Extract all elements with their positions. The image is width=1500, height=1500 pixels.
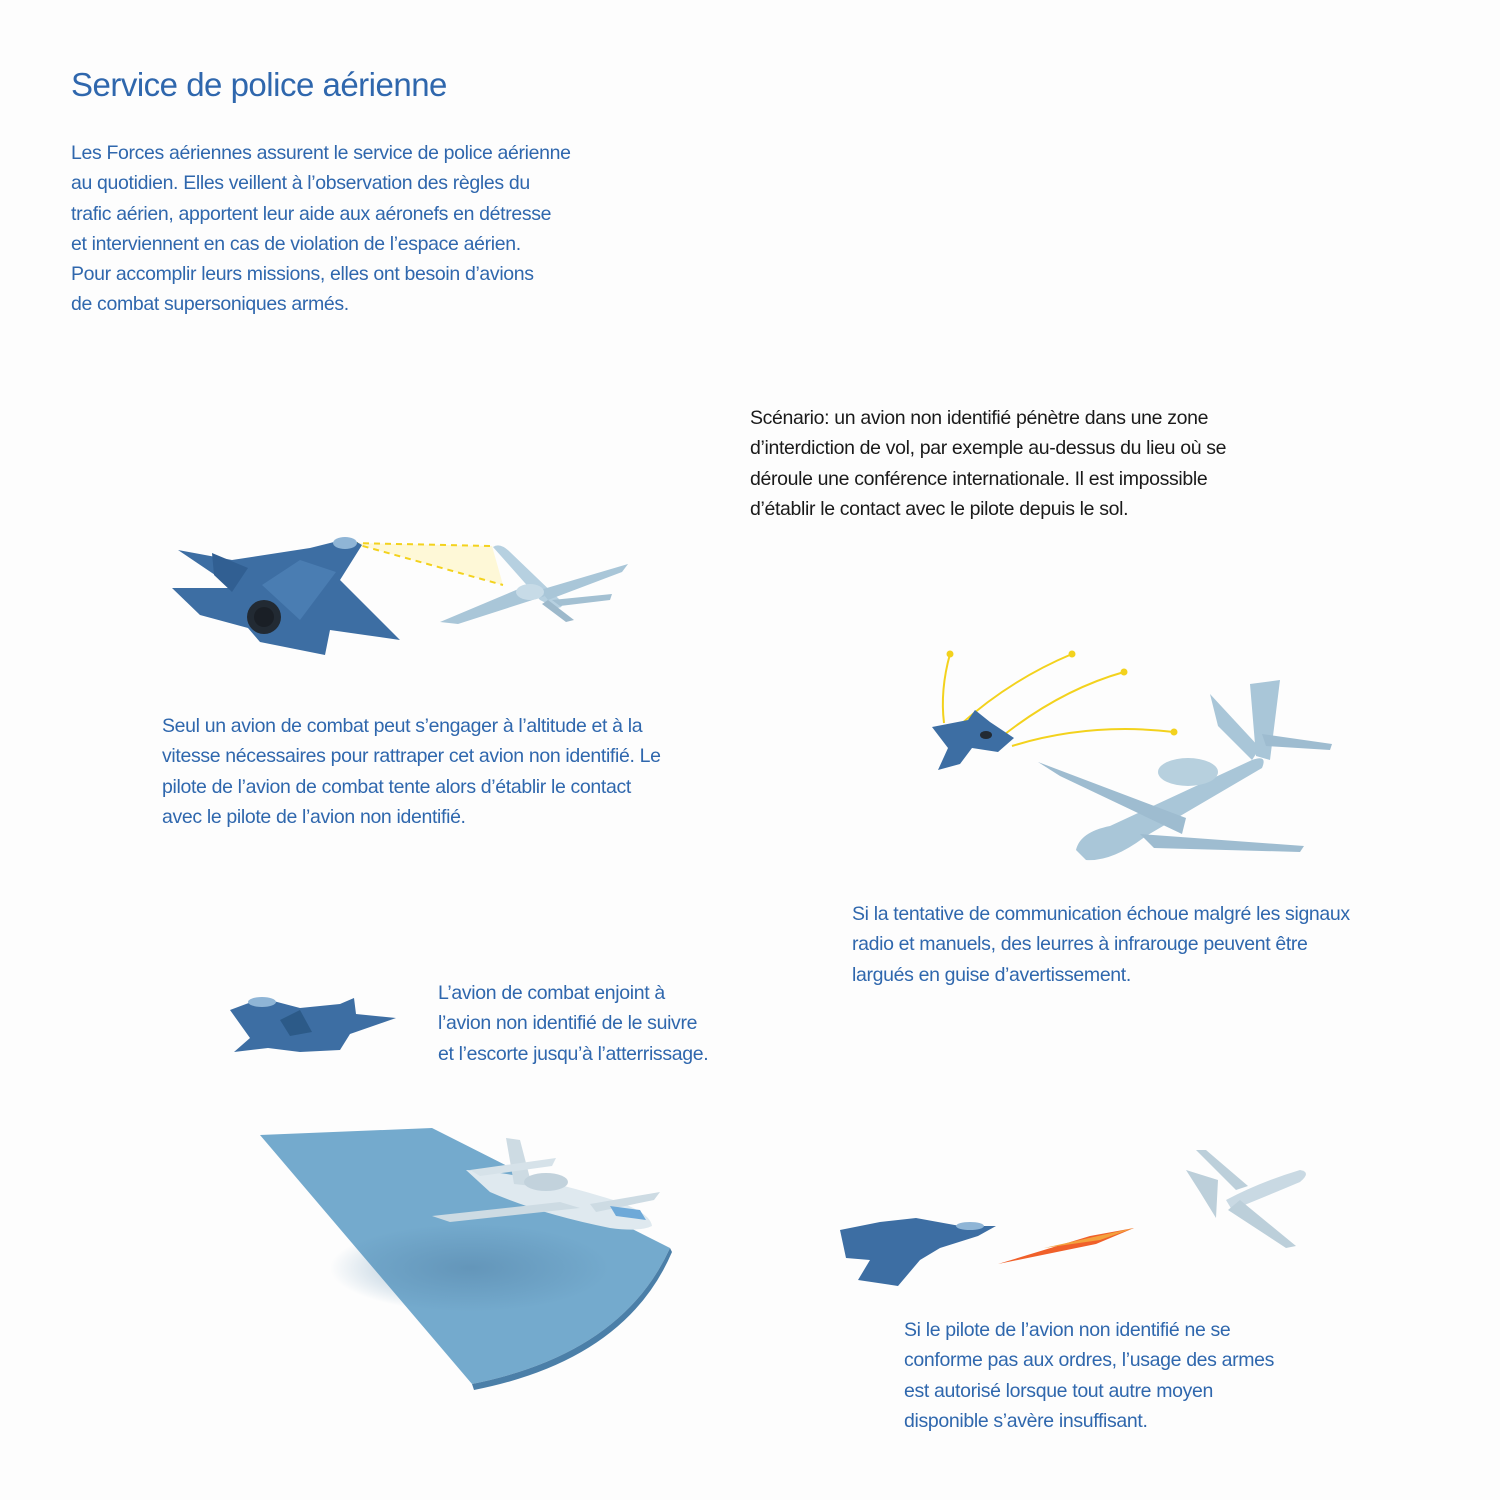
caption-line: radio et manuels, des leurres à infrarouge peuvent être xyxy=(852,933,1308,956)
caption-line: Si la tentative de communication échoue malgré les signaux xyxy=(852,903,1350,925)
caption-line: pilote de l’avion de combat tente alors d’établir le contact xyxy=(162,775,631,798)
scenario-line: d’interdiction de vol, par exemple au-dessus du lieu où se xyxy=(750,437,1227,460)
caption-line: largués en guise d’avertissement. xyxy=(852,963,1131,986)
intro-line: au quotidien. Elles veillent à l’observation des règles du xyxy=(71,172,530,195)
scenario-line: Scénario: un avion non identifié pénètre dans une zone xyxy=(750,407,1209,429)
caption-line: avec le pilote de l’avion non identifié. xyxy=(162,805,466,828)
intro-line: et interviennent en cas de violation de l’espace aérien. xyxy=(71,232,521,255)
caption-line: Seul un avion de combat peut s’engager à l’altitude et à la xyxy=(162,715,643,737)
caption-line: l’avion non identifié de le suivre xyxy=(438,1012,698,1035)
caption-line: conforme pas aux ordres, l’usage des armes xyxy=(904,1349,1275,1372)
caption-line: disponible s’avère insuffisant. xyxy=(904,1409,1148,1432)
scenario-line: d’établir le contact avec le pilote depuis le sol. xyxy=(750,497,1129,520)
caption-line: vitesse nécessaires pour rattraper cet avion non identifié. Le xyxy=(162,745,661,768)
page-title: Service de police aérienne xyxy=(71,66,447,103)
caption-line: est autorisé lorsque tout autre moyen xyxy=(904,1379,1213,1402)
missile-icon xyxy=(998,1228,1134,1264)
business-jet-icon xyxy=(1186,1150,1306,1248)
intro-line: de combat supersoniques armés. xyxy=(71,293,349,316)
scenario-line: déroule une conférence internationale. Il est impossible xyxy=(750,467,1208,490)
caption-line: Si le pilote de l’avion non identifié ne se xyxy=(904,1319,1231,1341)
caption-line: et l’escorte jusqu’à l’atterrissage. xyxy=(438,1042,709,1065)
intro-line: Les Forces aériennes assurent le service de police aérienne xyxy=(71,142,571,164)
fighter-jet-icon xyxy=(840,1218,996,1286)
intro-line: Pour accomplir leurs missions, elles ont besoin d’avions xyxy=(71,263,534,286)
caption-line: L’avion de combat enjoint à xyxy=(438,982,665,1004)
intro-line: trafic aérien, apportent leur aide aux aéronefs en détresse xyxy=(71,202,552,225)
